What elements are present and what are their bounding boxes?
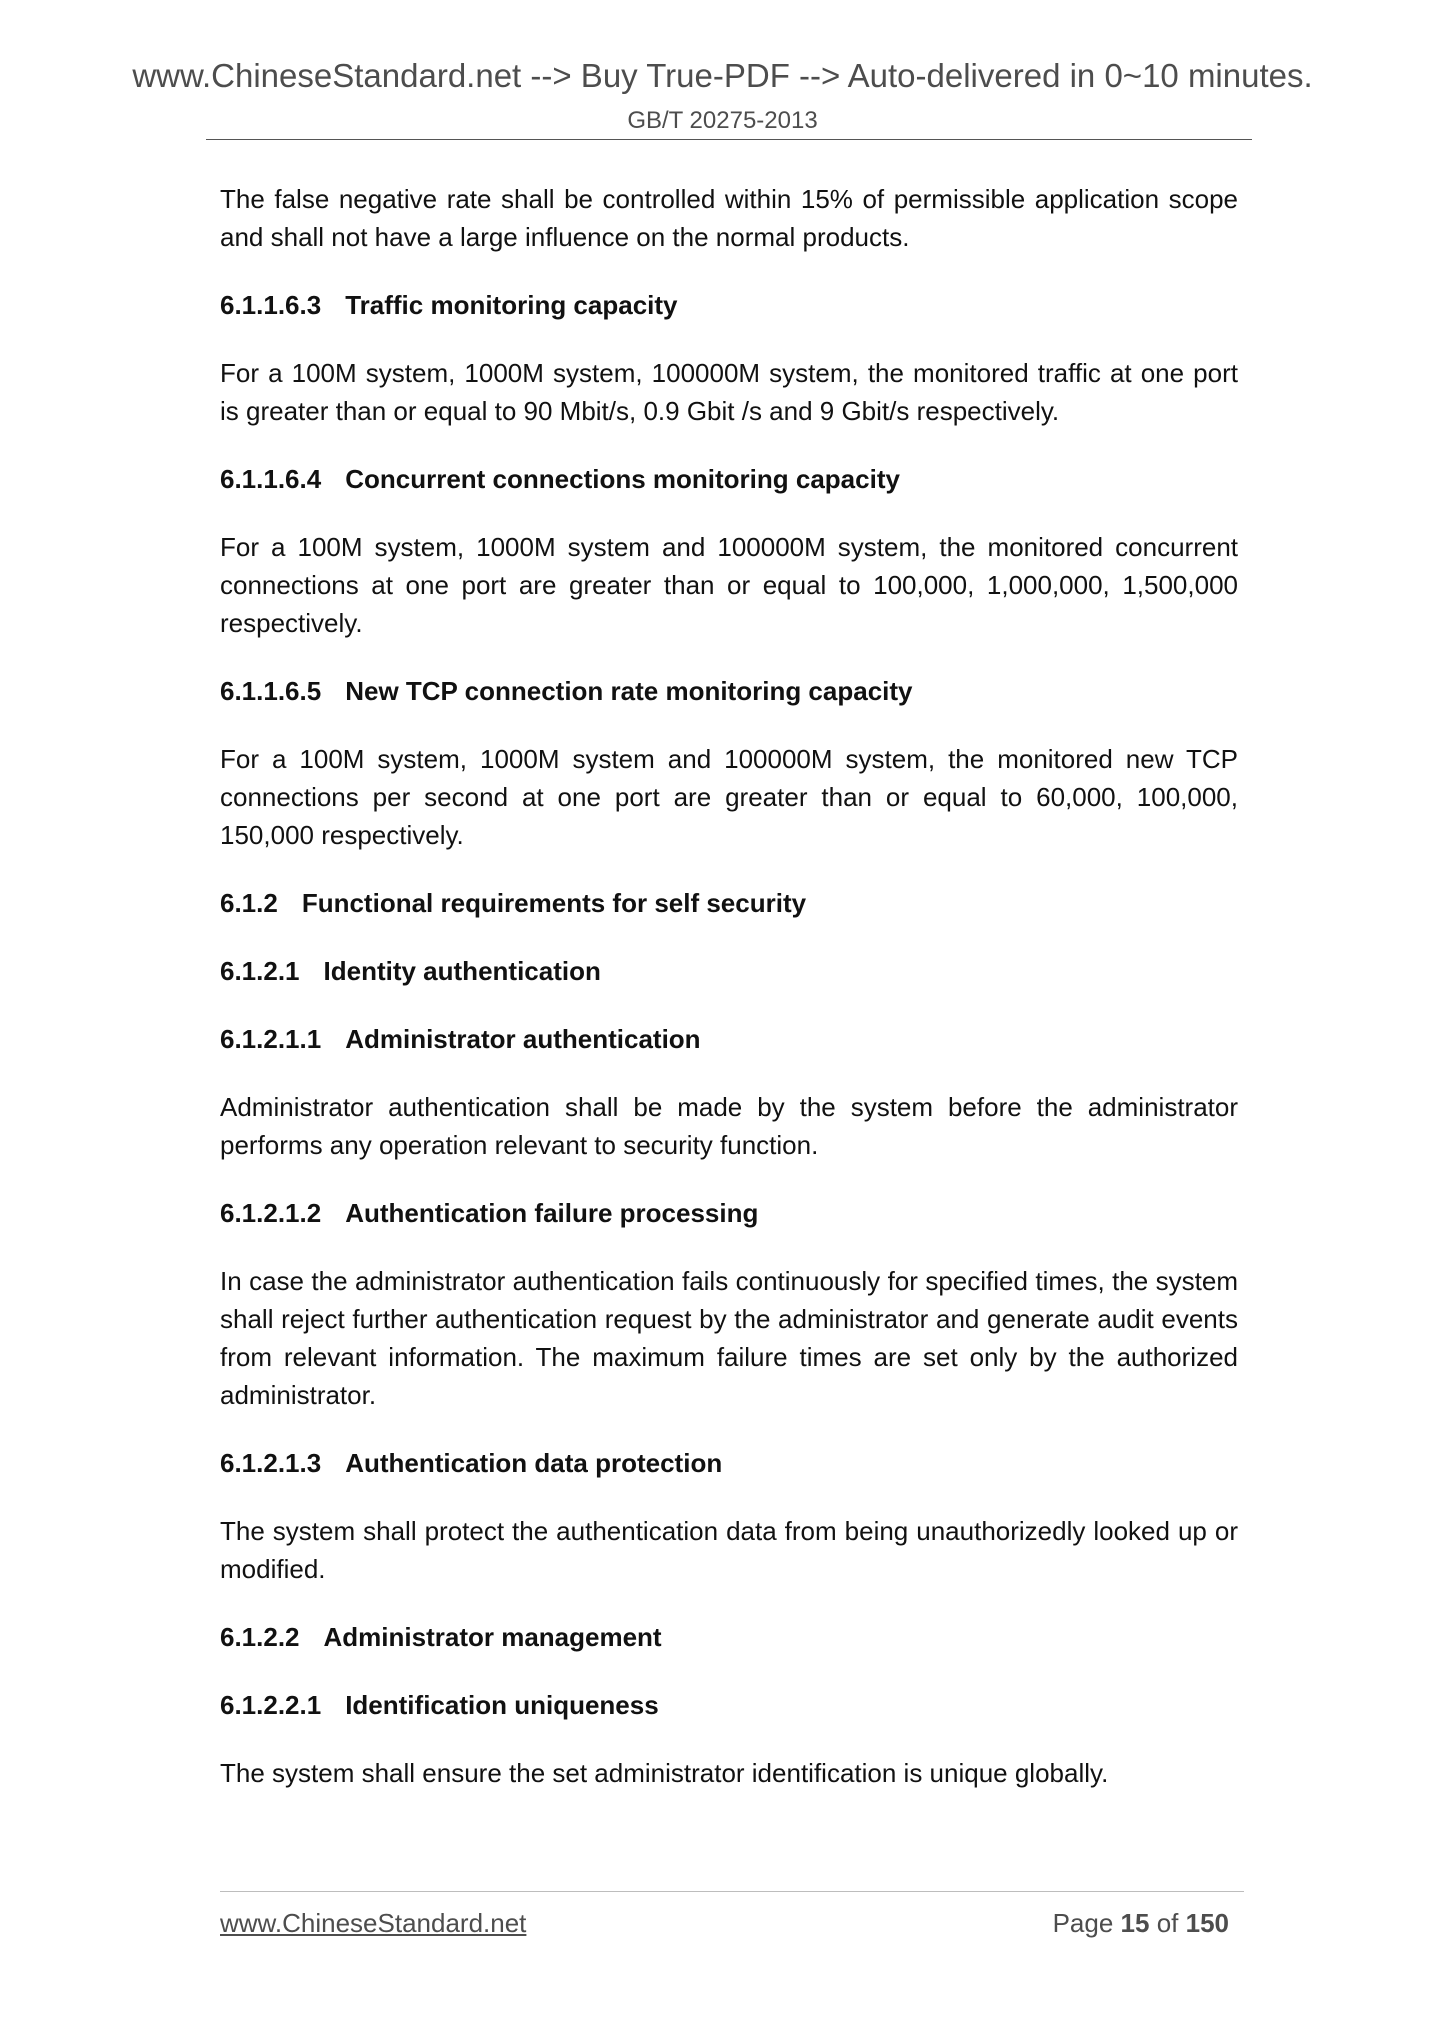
document-body — [220, 180, 1238, 1792]
section-title: Traffic monitoring capacity — [345, 290, 678, 320]
section-number: 6.1.2.2.1 — [220, 1690, 322, 1720]
section-title: Identification uniqueness — [345, 1690, 659, 1720]
section-number: 6.1.2 — [220, 888, 278, 918]
section-heading-6-1-1-6-3 — [220, 286, 1238, 324]
paragraph-false-negative: The false negative rate shall be controlled within 15% of permissible application scope and shall not have a large influence on the normal products. — [220, 184, 1238, 252]
section-title: Authentication data protection — [345, 1448, 723, 1478]
paragraph-auth-data: The system shall protect the authentication data from being unauthorizedly looked up or modified. — [220, 1516, 1238, 1584]
section-number: 6.1.2.1.3 — [220, 1448, 322, 1478]
section-title: New TCP connection rate monitoring capacity — [345, 676, 913, 706]
header-divider — [206, 139, 1252, 140]
header-banner: www.ChineseStandard.net --> Buy True-PDF --> Auto-delivered in 0~10 minutes. — [132, 57, 1313, 94]
page-word: Page — [1052, 1908, 1114, 1938]
section-title: Administrator management — [323, 1622, 662, 1652]
section-title: Administrator authentication — [345, 1024, 701, 1054]
paragraph-traffic: For a 100M system, 1000M system, 100000M system, the monitored traffic at one port is greater than or equal to 90 Mbit/s, 0.9 Gbit /s and 9 Gbit/s respectively. — [220, 358, 1238, 426]
section-number: 6.1.1.6.4 — [220, 464, 322, 494]
footer-divider — [220, 1891, 1244, 1892]
paragraph-auth-failure: In case the administrator authentication fails continuously for specified times, the system shall reject further authentication request by the administrator and generate audit events from relevant information. The maximum failure times are set only by the authorized administrator. — [220, 1266, 1238, 1410]
current-page-number: 15 — [1120, 1908, 1150, 1938]
page-indicator — [1053, 1905, 1229, 1941]
section-heading-6-1-2-1-1 — [220, 1020, 1238, 1058]
section-title: Identity authentication — [323, 956, 601, 986]
section-heading-6-1-2-1 — [220, 952, 1238, 990]
section-heading-6-1-2-1-2 — [220, 1194, 1238, 1232]
section-title: Authentication failure processing — [345, 1198, 759, 1228]
section-title: Concurrent connections monitoring capacity — [345, 464, 900, 494]
paragraph-uniqueness: The system shall ensure the set administrator identification is unique globally. — [220, 1758, 1109, 1788]
section-number: 6.1.1.6.5 — [220, 676, 322, 706]
section-number: 6.1.2.2 — [220, 1622, 300, 1652]
section-title: Functional requirements for self security — [301, 888, 807, 918]
section-heading-6-1-2 — [220, 884, 1238, 922]
section-heading-6-1-2-2-1 — [220, 1686, 1238, 1724]
standard-code: GB/T 20275-2013 — [627, 107, 818, 134]
footer-website-link[interactable]: www.ChineseStandard.net — [220, 1908, 527, 1938]
paragraph-admin-auth: Administrator authentication shall be made by the system before the administrator performs any operation relevant to security function. — [220, 1092, 1238, 1160]
total-page-count: 150 — [1185, 1908, 1229, 1938]
section-heading-6-1-2-2 — [220, 1618, 1238, 1656]
of-word: of — [1156, 1908, 1179, 1938]
paragraph-new-tcp: For a 100M system, 1000M system and 100000M system, the monitored new TCP connections per second at one port are greater than or equal to 60,000, 100,000, 150,000 respectively. — [220, 744, 1238, 850]
section-number: 6.1.2.1.1 — [220, 1024, 322, 1054]
paragraph-concurrent: For a 100M system, 1000M system and 100000M system, the monitored concurrent connections at one port are greater than or equal to 100,000, 1,000,000, 1,500,000 respectively. — [220, 532, 1238, 638]
section-number: 6.1.2.1.2 — [220, 1198, 322, 1228]
section-number: 6.1.2.1 — [220, 956, 300, 986]
section-heading-6-1-1-6-4 — [220, 460, 1238, 498]
section-number: 6.1.1.6.3 — [220, 290, 322, 320]
section-heading-6-1-1-6-5 — [220, 672, 1238, 710]
section-heading-6-1-2-1-3 — [220, 1444, 1238, 1482]
